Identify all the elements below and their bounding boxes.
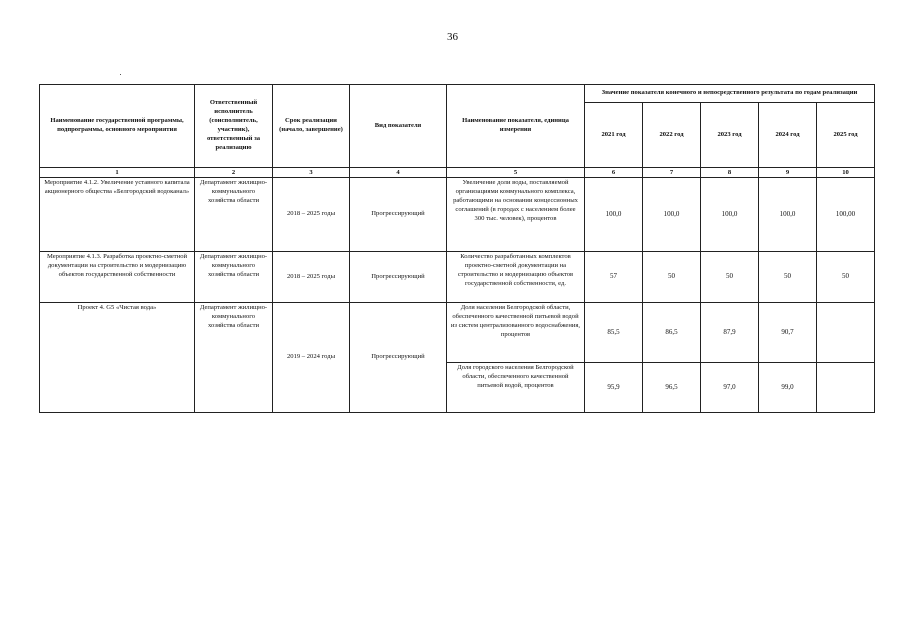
value-cell: 96,5 xyxy=(643,363,701,413)
scan-speck xyxy=(120,74,121,75)
table-row xyxy=(40,178,875,252)
indicator-name-cell: Доля городского населения Белгородской области, обеспеченного качественной питьевой водой, процентов xyxy=(447,363,585,413)
header-year: 2021 год xyxy=(585,103,643,168)
column-number: 8 xyxy=(701,168,759,178)
column-number: 5 xyxy=(447,168,585,178)
executor-cell: Департамент жилищно-коммунального хозяйства области xyxy=(195,178,273,252)
indicator-name-cell: Количество разработанных комплектов проектно-сметной документации на строительство и модернизацию объектов государственной собственности, ед. xyxy=(447,252,585,303)
header-program-name: Наименование государственной программы, подпрограммы, основного мероприятия xyxy=(40,85,195,168)
header-year: 2025 год xyxy=(817,103,875,168)
executor-cell: Департамент жилищно-коммунального хозяйства области xyxy=(195,252,273,303)
value-cell xyxy=(817,363,875,413)
indicator-type-cell: Прогрессирующий xyxy=(350,178,447,252)
column-number: 6 xyxy=(585,168,643,178)
value-cell: 85,5 xyxy=(585,303,643,363)
header-year: 2022 год xyxy=(643,103,701,168)
header-executor: Ответственный исполнитель (соисполнитель, участник), ответственный за реализацию xyxy=(195,85,273,168)
value-cell: 97,0 xyxy=(701,363,759,413)
indicator-name-cell: Доля населения Белгородской области, обеспеченного качественной питьевой водой из систем централизованного водоснабжения, процентов xyxy=(447,303,585,363)
indicator-type-cell: Прогрессирующий xyxy=(350,252,447,303)
page-number: 36 xyxy=(447,31,458,43)
value-cell: 50 xyxy=(817,252,875,303)
program-name-cell: Мероприятие 4.1.2. Увеличение уставного капитала акционерного общества «Белгородский водоканал» xyxy=(40,178,195,252)
header-year: 2023 год xyxy=(701,103,759,168)
column-number: 2 xyxy=(195,168,273,178)
column-number: 4 xyxy=(350,168,447,178)
program-name-cell: Проект 4. G5 «Чистая вода» xyxy=(40,303,195,413)
value-cell: 100,00 xyxy=(817,178,875,252)
header-indicator-type: Вид показателя xyxy=(350,85,447,168)
value-cell: 50 xyxy=(643,252,701,303)
header-year: 2024 год xyxy=(759,103,817,168)
table-row xyxy=(40,252,875,303)
value-cell: 100,0 xyxy=(701,178,759,252)
value-cell: 100,0 xyxy=(585,178,643,252)
header-row-1 xyxy=(40,85,875,103)
value-cell: 100,0 xyxy=(643,178,701,252)
column-numbers-row xyxy=(40,168,875,178)
value-cell: 100,0 xyxy=(759,178,817,252)
table-row xyxy=(40,303,875,363)
executor-cell: Департамент жилищно-коммунального хозяйства области xyxy=(195,303,273,413)
header-values-group: Значение показателя конечного и непосредственного результата по годам реализации xyxy=(585,85,875,103)
value-cell: 87,9 xyxy=(701,303,759,363)
column-number: 3 xyxy=(273,168,350,178)
value-cell: 50 xyxy=(759,252,817,303)
period-cell: 2019 – 2024 годы xyxy=(273,303,350,413)
column-number: 1 xyxy=(40,168,195,178)
column-number: 9 xyxy=(759,168,817,178)
value-cell: 95,9 xyxy=(585,363,643,413)
header-indicator-name: Наименование показателя, единица измерения xyxy=(447,85,585,168)
value-cell xyxy=(817,303,875,363)
indicator-name-cell: Увеличение доли воды, поставляемой организациями коммунального комплекса, работающими на основании концессионных соглашений (в городах с населением более 300 тыс. человек), процентов xyxy=(447,178,585,252)
value-cell: 90,7 xyxy=(759,303,817,363)
period-cell: 2018 – 2025 годы xyxy=(273,252,350,303)
value-cell: 50 xyxy=(701,252,759,303)
value-cell: 99,0 xyxy=(759,363,817,413)
value-cell: 86,5 xyxy=(643,303,701,363)
indicator-type-cell: Прогрессирующий xyxy=(350,303,447,413)
indicators-table xyxy=(39,84,875,413)
column-number: 10 xyxy=(817,168,875,178)
period-cell: 2018 – 2025 годы xyxy=(273,178,350,252)
program-name-cell: Мероприятие 4.1.3. Разработка проектно-сметной документации на строительство и модернизацию объектов государственной собственности xyxy=(40,252,195,303)
value-cell: 57 xyxy=(585,252,643,303)
column-number: 7 xyxy=(643,168,701,178)
header-period: Срок реализации (начало, завершение) xyxy=(273,85,350,168)
